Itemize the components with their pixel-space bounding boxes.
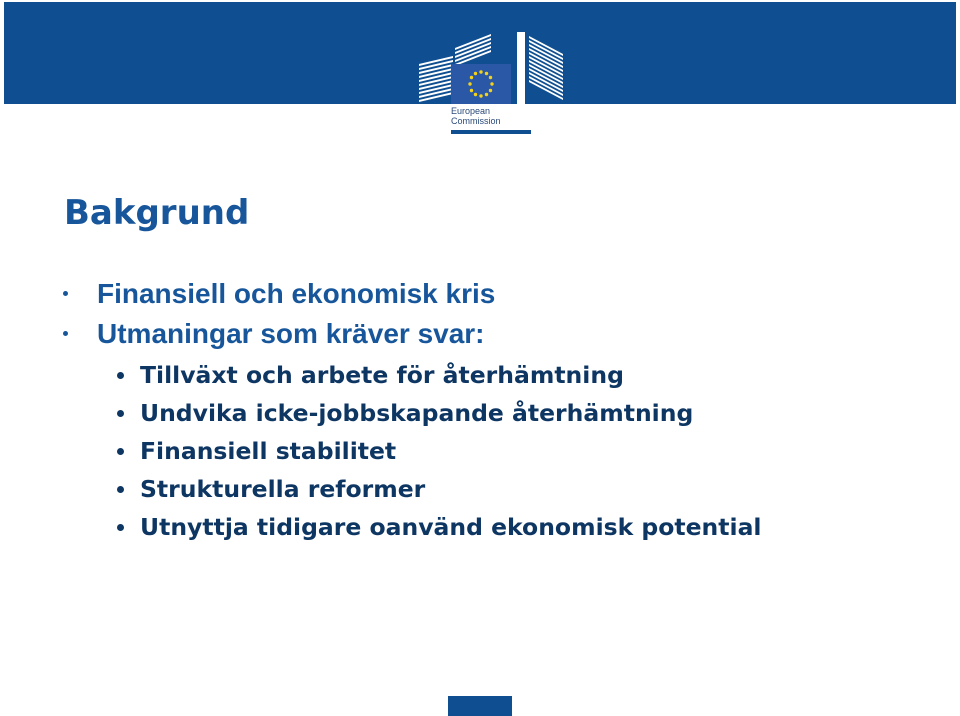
sub-bullet-dot-icon [117, 448, 124, 455]
bullet-dot-icon [63, 331, 68, 336]
sub-bullet-item [60, 470, 940, 508]
sub-bullet-text: Strukturella reformer [140, 475, 426, 503]
bullet-item [60, 274, 940, 314]
logo-wordmark [451, 106, 501, 126]
sub-bullet-item [60, 356, 940, 394]
sub-bullet-dot-icon [117, 372, 124, 379]
sub-bullet-text: Finansiell stabilitet [140, 437, 397, 465]
sub-bullet-text: Utnyttja tidigare oanvänd ekonomisk potential [140, 513, 762, 541]
footer-bar [448, 696, 512, 716]
slide-title: Bakgrund [64, 193, 250, 233]
sub-bullet-text: Undvika icke-jobbskapande återhämtning [140, 399, 694, 427]
sub-bullet-text: Tillväxt och arbete för återhämtning [140, 361, 624, 389]
eu-flag-icon [451, 64, 511, 104]
bullet-text: Finansiell och ekonomisk kris [97, 278, 496, 309]
bullet-text: Utmaningar som kräver svar: [97, 318, 485, 349]
logo-underline [451, 130, 531, 134]
sub-bullet-dot-icon [117, 524, 124, 531]
sub-bullet-item [60, 432, 940, 470]
logo-text-line1: European [451, 106, 491, 116]
sub-bullet-dot-icon [117, 410, 124, 417]
berlaymont-building-icon [417, 30, 569, 106]
logo-text-line2: Commission [451, 116, 501, 126]
sub-bullet-item [60, 508, 940, 546]
bullet-list [60, 274, 940, 546]
bullet-item [60, 314, 940, 354]
sub-bullet-dot-icon [117, 486, 124, 493]
sub-bullet-item [60, 394, 940, 432]
bullet-dot-icon [63, 291, 68, 296]
european-commission-logo [417, 30, 569, 138]
